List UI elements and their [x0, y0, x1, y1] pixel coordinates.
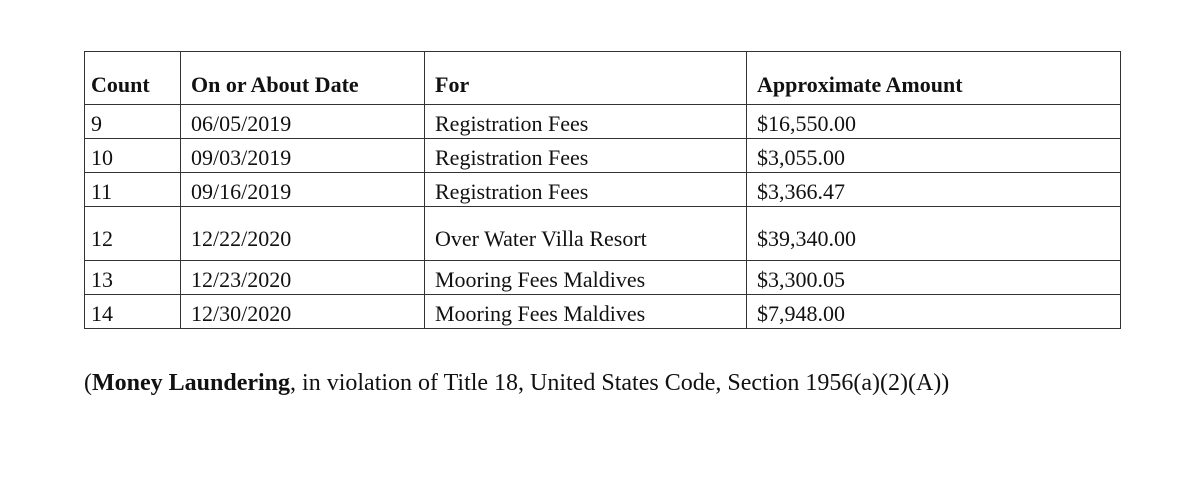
- counts-table: [84, 51, 1121, 329]
- cell-for: Mooring Fees Maldives: [425, 295, 747, 329]
- cell-date: 06/05/2019: [181, 105, 425, 139]
- cell-date: 12/22/2020: [181, 207, 425, 261]
- cell-count: 9: [85, 105, 181, 139]
- caption-open-paren: (: [84, 370, 92, 396]
- header-count: Count: [85, 52, 181, 105]
- cell-for: Registration Fees: [425, 173, 747, 207]
- cell-for: Mooring Fees Maldives: [425, 261, 747, 295]
- cell-date: 09/03/2019: [181, 139, 425, 173]
- cell-for: Registration Fees: [425, 105, 747, 139]
- caption-offense: Money Laundering: [92, 370, 291, 396]
- statute-caption: [84, 370, 949, 397]
- cell-for: Registration Fees: [425, 139, 747, 173]
- table-row: [85, 207, 1121, 261]
- cell-date: 12/30/2020: [181, 295, 425, 329]
- cell-date: 09/16/2019: [181, 173, 425, 207]
- table-header-row: [85, 52, 1121, 105]
- cell-count: 12: [85, 207, 181, 261]
- header-amount: Approximate Amount: [747, 52, 1121, 105]
- cell-amount: $7,948.00: [747, 295, 1121, 329]
- cell-amount: $39,340.00: [747, 207, 1121, 261]
- cell-amount: $16,550.00: [747, 105, 1121, 139]
- cell-count: 10: [85, 139, 181, 173]
- cell-for: Over Water Villa Resort: [425, 207, 747, 261]
- cell-count: 13: [85, 261, 181, 295]
- table-row: [85, 139, 1121, 173]
- table-row: [85, 295, 1121, 329]
- cell-amount: $3,300.05: [747, 261, 1121, 295]
- caption-statute: , in violation of Title 18, United States Code, Section 1956(a)(2)(A)): [290, 370, 950, 396]
- table-row: [85, 173, 1121, 207]
- cell-date: 12/23/2020: [181, 261, 425, 295]
- cell-count: 14: [85, 295, 181, 329]
- cell-amount: $3,366.47: [747, 173, 1121, 207]
- table-row: [85, 261, 1121, 295]
- table-row: [85, 105, 1121, 139]
- header-for: For: [425, 52, 747, 105]
- cell-count: 11: [85, 173, 181, 207]
- cell-amount: $3,055.00: [747, 139, 1121, 173]
- header-date: On or About Date: [181, 52, 425, 105]
